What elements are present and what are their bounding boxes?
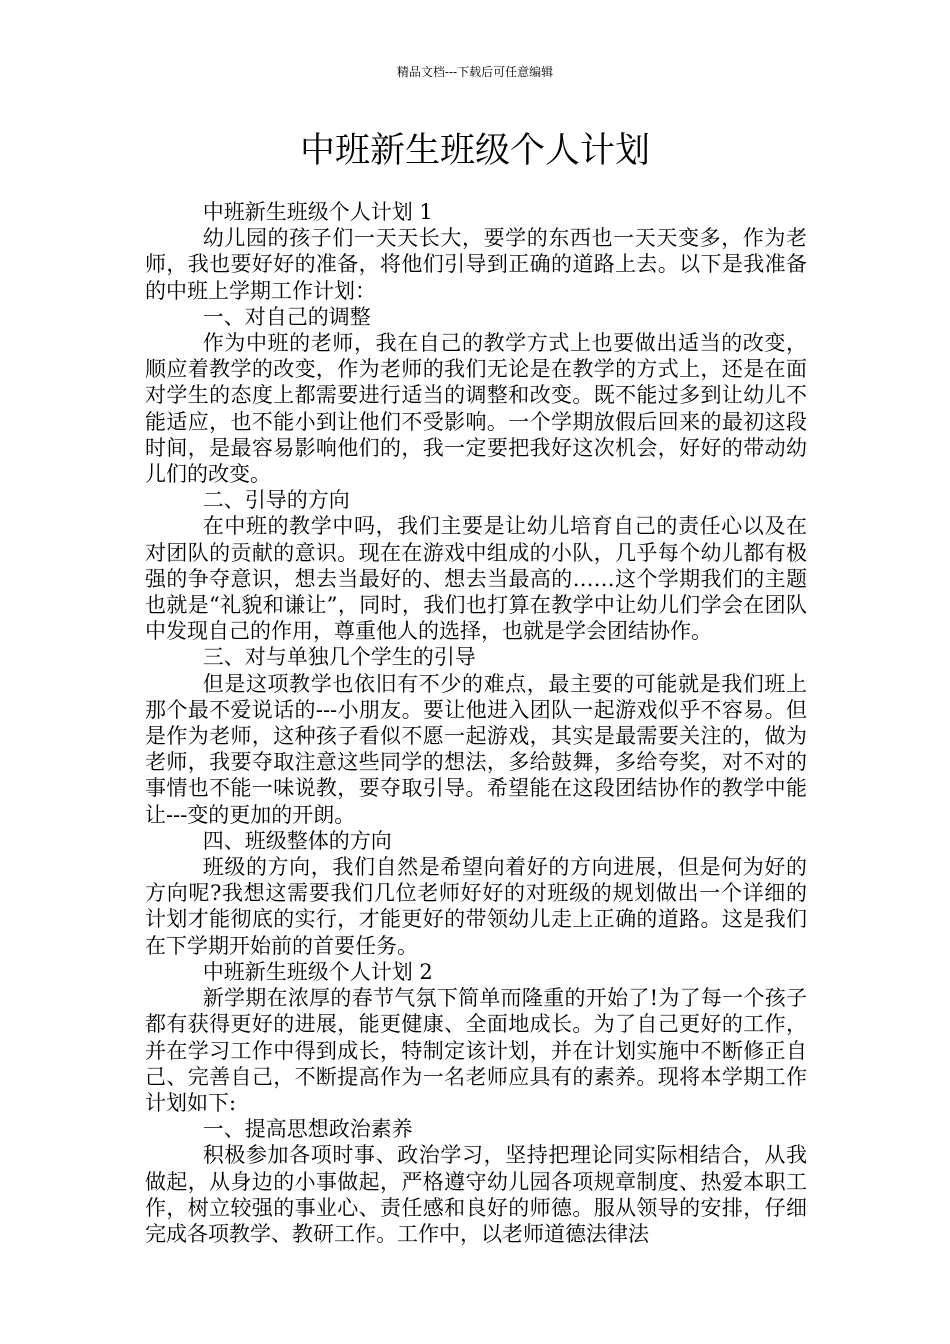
subsection-heading: 一、对自己的调整 — [202, 304, 371, 329]
body-paragraph: 幼儿园的孩子们一天天长大，要学的东西也一天天变多，作为老师，我也要好好的准备，将他们引导到正确的道路上去。以下是我准备的中班上学期工作计划： — [145, 226, 807, 303]
body-paragraph: 作为中班的老师，我在自己的教学方式上也要做出适当的改变，顺应着教学的改变，作为老师的我们无论是在教学的方式上，还是在面对学生的态度上都需要进行适当的调整和改变。既不能过多到让幼儿不能适应，也不能小到让他们不受影响。一个学期放假后回来的最初这段时间，是最容易影响他们的，我一定要把我好这次机会，好好的带动幼儿们的改变。 — [145, 331, 807, 487]
body-paragraph: 新学期在浓厚的春节气氛下简单而隆重的开始了!为了每一个孩子都有获得更好的进展，能更健康、全面地成长。为了自己更好的工作，并在学习工作中得到成长，特制定该计划，并在计划实施中不断修正自己、完善自己，不断提高作为一名老师应具有的素养。现将本学期工作计划如下: — [145, 986, 807, 1115]
body-paragraph: 积极参加各项时事、政治学习，坚持把理论同实际相结合，从我做起，从身边的小事做起，严格遵守幼儿园各项规章制度、热爱本职工作，树立较强的事业心、责任感和良好的师德。服从领导的安排，仔细完成各项教学、教研工作。工作中，以老师道德法律法 — [145, 1143, 807, 1246]
body-paragraph: 班级的方向，我们自然是希望向着好的方向进展，但是何为好的方向呢?我想这需要我们几位老师好好的对班级的规划做出一个详细的计划才能彻底的实行，才能更好的带领幼儿走上正确的道路。这是我们在下学期开始前的首要任务。 — [145, 855, 807, 958]
section-heading: 中班新生班级个人计划 1 — [202, 200, 433, 224]
body-paragraph: 在中班的教学中吗，我们主要是让幼儿培育自己的责任心以及在对团队的贡献的意识。现在在游戏中组成的小队，几乎每个幼儿都有极强的争夺意识，想去当最好的、想去当最高的……这个学期我们的主题也就是“礼貌和谦让”，同时，我们也打算在教学中让幼儿们学会在团队中发现自己的作用，尊重他人的选择，也就是学会团结协作。 — [145, 514, 807, 644]
body-paragraph: 但是这项教学也依旧有不少的难点，最主要的可能就是我们班上那个最不爱说话的---小朋友。要让他进入团队一起游戏似乎不容易。但是作为老师，这种孩子看似不愿一起游戏，其实是最需要关注的，做为老师，我要夺取注意这些同学的想法，多给鼓舞，多给夸奖，对不对的事情也不能一味说教，要夺取引导。希望能在这段团结协作的教学中能让---变的更加的开朗。 — [145, 671, 807, 827]
subsection-heading: 一、提高思想政治素养 — [202, 1117, 413, 1142]
subsection-heading: 四、班级整体的方向 — [202, 828, 392, 853]
document-body — [145, 199, 807, 1247]
subsection-heading: 二、引导的方向 — [202, 488, 350, 513]
section-heading: 中班新生班级个人计划 2 — [202, 959, 433, 984]
document-title: 中班新生班级个人计划 — [299, 131, 650, 171]
header-note: 精品文档---下载后可任意编辑 — [396, 65, 554, 79]
subsection-heading: 三、对与单独几个学生的引导 — [202, 645, 476, 670]
